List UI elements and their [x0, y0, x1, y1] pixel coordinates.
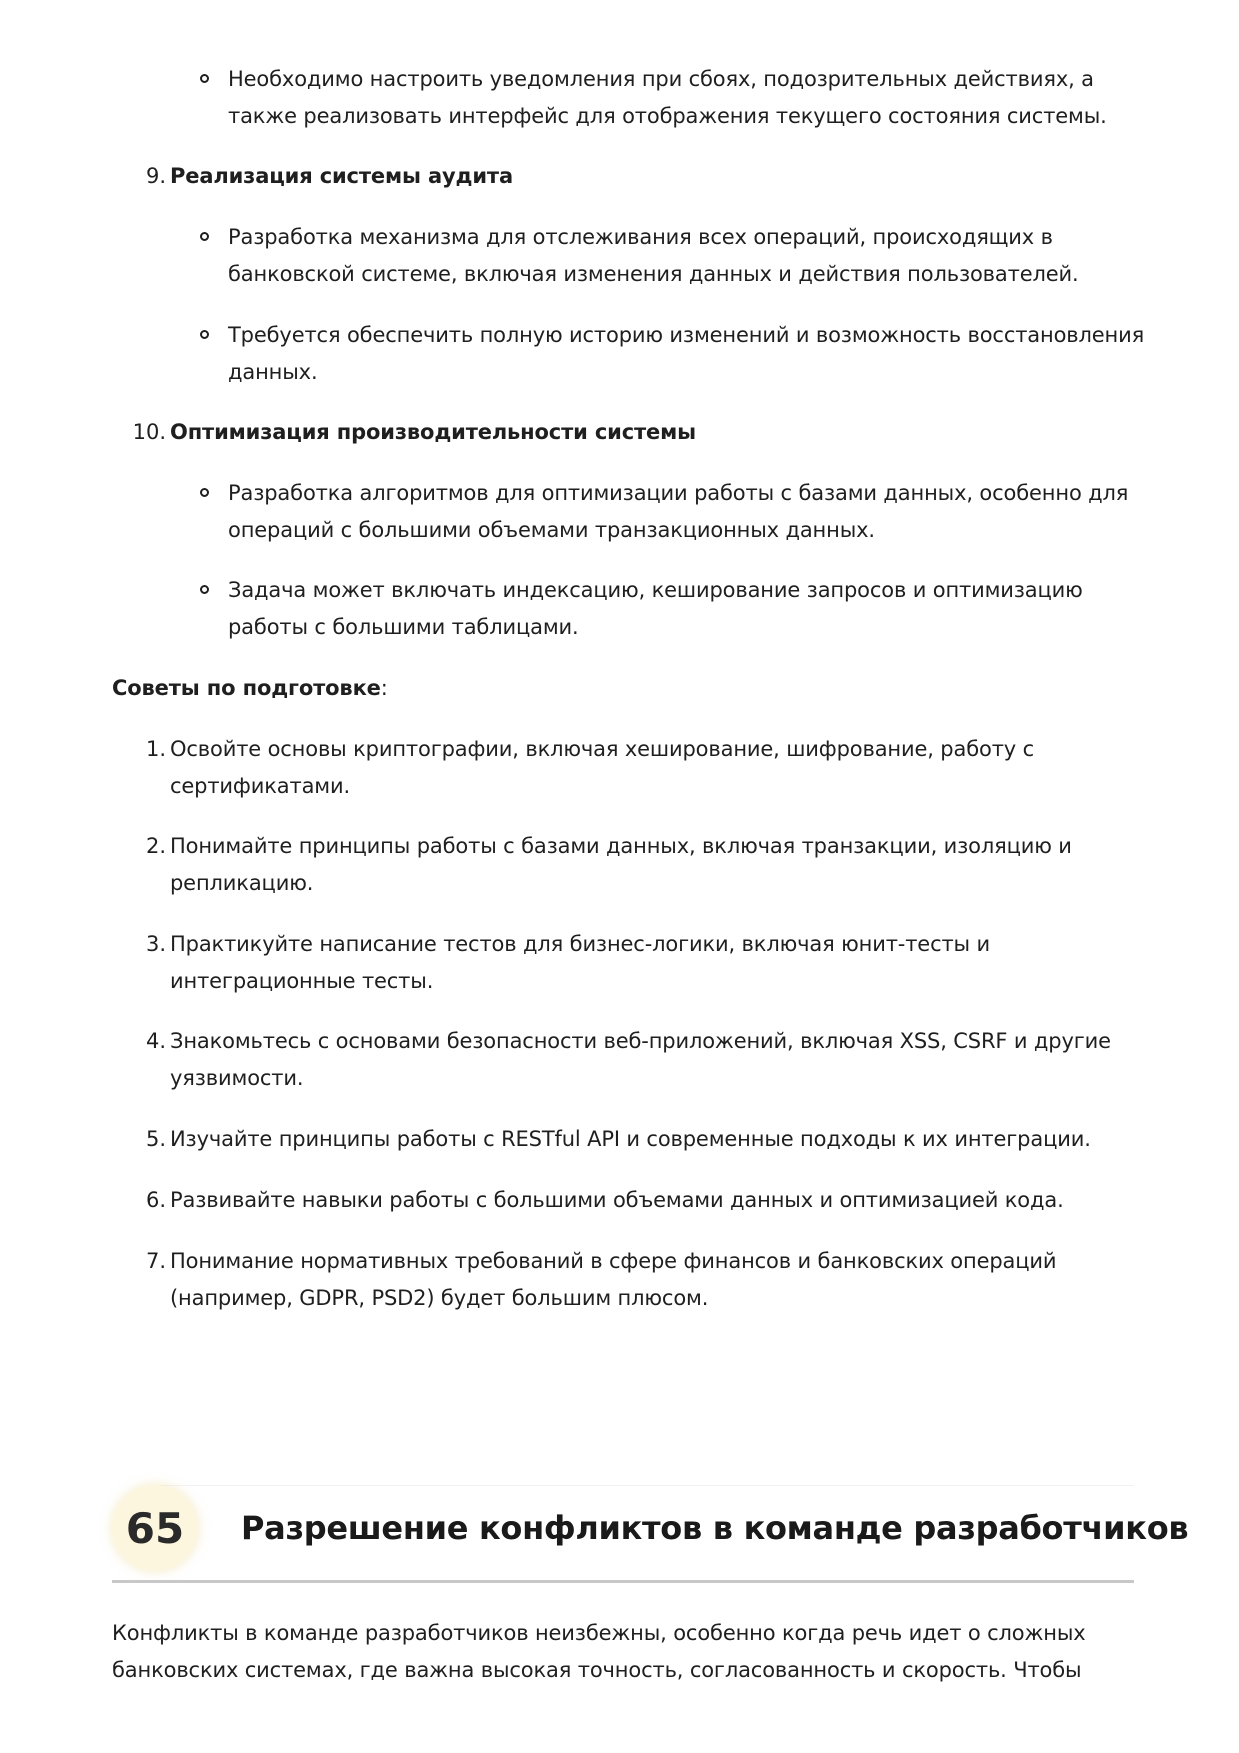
paragraph-line: банковских системах, где важна высокая точность, согласованность и скорость. Чтобы — [112, 1658, 1082, 1682]
list-number: 5. — [145, 1127, 166, 1151]
list-number: 9. — [145, 164, 166, 188]
list-item-title: Оптимизация производительности системы — [170, 420, 696, 444]
list-number: 10. — [132, 420, 166, 444]
list-item-line: (например, GDPR, PSD2) будет большим плюсом. — [170, 1286, 709, 1310]
chapter-number-badge: 65 — [112, 1485, 198, 1571]
sub-bullet-line: Требуется обеспечить полную историю изменений и возможность восстановления — [228, 323, 1145, 347]
chapter-divider — [112, 1580, 1134, 1583]
sub-bullet-line: операций с большими объемами транзакционных данных. — [228, 518, 875, 542]
chapter-header-band — [160, 1485, 1134, 1486]
list-item-line: Знакомьтесь с основами безопасности веб-приложений, включая XSS, CSRF и другие — [170, 1029, 1111, 1053]
sub-bullet-line: Разработка алгоритмов для оптимизации работы с базами данных, особенно для — [228, 481, 1129, 505]
tips-heading-text: Советы по подготовке — [112, 676, 381, 700]
list-item-line: Практикуйте написание тестов для бизнес-логики, включая юнит-тесты и — [170, 932, 991, 956]
sub-bullet-icon — [200, 330, 209, 339]
sub-bullet-line: также реализовать интерфейс для отображения текущего состояния системы. — [228, 104, 1107, 128]
sub-bullet-line: Необходимо настроить уведомления при сбоях, подозрительных действиях, а — [228, 67, 1094, 91]
list-number: 1. — [145, 737, 166, 761]
list-item-line: уязвимости. — [170, 1066, 304, 1090]
list-number: 4. — [145, 1029, 166, 1053]
list-number: 2. — [145, 834, 166, 858]
list-item-title: Реализация системы аудита — [170, 164, 513, 188]
list-item-line: Изучайте принципы работы с RESTful API и современные подходы к их интеграции. — [170, 1127, 1091, 1151]
list-item-line: Понимайте принципы работы с базами данных, включая транзакции, изоляцию и — [170, 834, 1072, 858]
tips-heading-colon: : — [380, 676, 388, 700]
chapter-title: Разрешение конфликтов в команде разработчиков — [241, 1509, 1189, 1547]
list-item-line: репликацию. — [170, 871, 314, 895]
list-item-line: сертификатами. — [170, 774, 350, 798]
list-item-line: Освойте основы криптографии, включая хеширование, шифрование, работу с — [170, 737, 1034, 761]
list-number: 6. — [145, 1188, 166, 1212]
sub-bullet-line: Задача может включать индексацию, кеширование запросов и оптимизацию — [228, 578, 1083, 602]
sub-bullet-line: Разработка механизма для отслеживания всех операций, происходящих в — [228, 225, 1053, 249]
list-item-line: Развивайте навыки работы с большими объемами данных и оптимизацией кода. — [170, 1188, 1064, 1212]
sub-bullet-icon — [200, 74, 209, 83]
tips-heading — [112, 675, 388, 701]
sub-bullet-line: данных. — [228, 360, 318, 384]
sub-bullet-icon — [200, 585, 209, 594]
list-number: 3. — [145, 932, 166, 956]
list-item-line: интеграционные тесты. — [170, 969, 434, 993]
list-number: 7. — [145, 1249, 166, 1273]
sub-bullet-icon — [200, 232, 209, 241]
sub-bullet-line: работы с большими таблицами. — [228, 615, 579, 639]
sub-bullet-line: банковской системе, включая изменения данных и действия пользователей. — [228, 262, 1079, 286]
sub-bullet-icon — [200, 488, 209, 497]
paragraph-line: Конфликты в команде разработчиков неизбежны, особенно когда речь идет о сложных — [112, 1621, 1086, 1645]
list-item-line: Понимание нормативных требований в сфере финансов и банковских операций — [170, 1249, 1057, 1273]
